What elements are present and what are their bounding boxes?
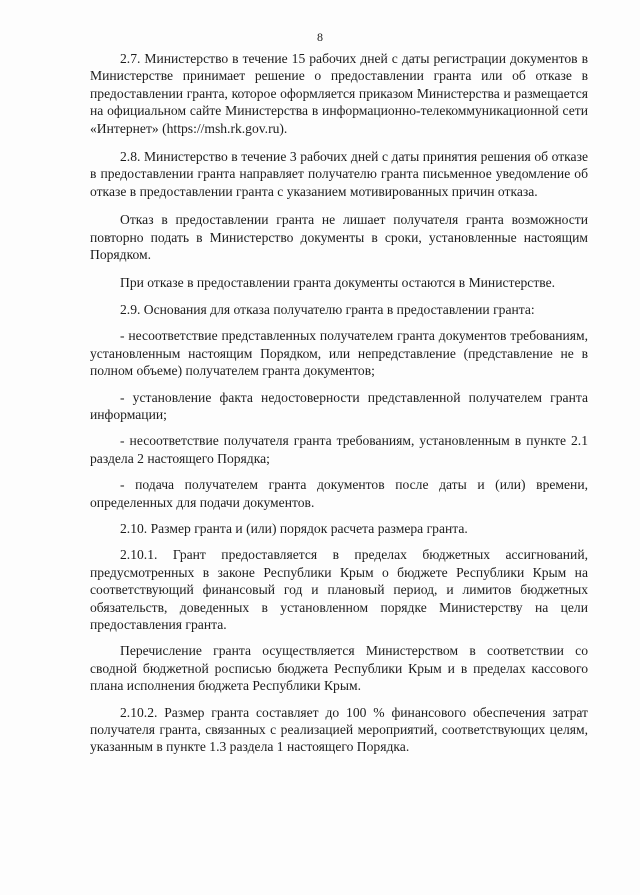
- paragraph-refusal-documents: При отказе в предоставлении гранта документы остаются в Министерстве.: [120, 275, 556, 291]
- paragraph-2-9: 2.9. Основания для отказа получателю гранта в предоставлении гранта:: [120, 301, 535, 317]
- paragraph-2-7: 2.7. Министерство в течение 15 рабочих дней с даты регистрации документов в Министерстве принимает решение о предоставлении гранта или об отказе в предоставлении гранта, которое оформляется приказом Министерства и размещается на официальном сайте Министерства в информационно-телекоммуникационной сети «Интернет» (https://msh.rk.gov.ru).: [90, 51, 588, 136]
- paragraph-2-8: 2.8. Министерство в течение 3 рабочих дней с даты принятия решения об отказе в предоставлении гранта направляет получателю гранта письменное уведомление об отказе в предоставлении гранта с указанием мотивированных причин отказа.: [90, 149, 588, 199]
- document-body: [90, 50, 588, 756]
- paragraph-2-10: 2.10. Размер гранта и (или) порядок расчета размера гранта.: [120, 520, 468, 536]
- page-number: 8: [317, 30, 323, 44]
- list-item-noncompliance-documents: - несоответствие представленных получателем гранта документов требованиям, установленным настоящим Порядком, или непредставление (представление не в полном объеме) получателем гранта документов;: [90, 328, 588, 379]
- paragraph-refusal-resubmit: Отказ в предоставлении гранта не лишает получателя гранта возможности повторно подать в Министерство документы в сроки, установленные настоящим Порядком.: [90, 212, 588, 263]
- paragraph-grant-transfer: Перечисление гранта осуществляется Министерством в соответствии со сводной бюджетной росписью бюджета Республики Крым и в пределах кассового плана исполнения бюджета Республики Крым.: [90, 643, 588, 694]
- list-item-false-information: - установление факта недостоверности представленной получателем гранта информации;: [90, 389, 588, 422]
- paragraph-2-10-2: 2.10.2. Размер гранта составляет до 100 % финансового обеспечения затрат получателя гранта, связанных с реализацией мероприятий, соответствующих целям, указанным в пункте 1.3 раздела 1 настоящего Порядка.: [90, 704, 588, 755]
- list-item-late-submission: - подача получателем гранта документов после даты и (или) времени, определенных для подачи документов.: [90, 477, 588, 510]
- paragraph-2-10-1: 2.10.1. Грант предоставляется в пределах бюджетных ассигнований, предусмотренных в законе Республики Крым о бюджете Республики Крым на соответствующий финансовый год и плановый период, и лимитов бюджетных обязательств, доведенных в установленном порядке Министерству на цели предоставления гранта.: [90, 547, 588, 632]
- list-item-noncompliance-recipient: - несоответствие получателя гранта требованиям, установленным в пункте 2.1 раздела 2 настоящего Порядка;: [90, 433, 588, 466]
